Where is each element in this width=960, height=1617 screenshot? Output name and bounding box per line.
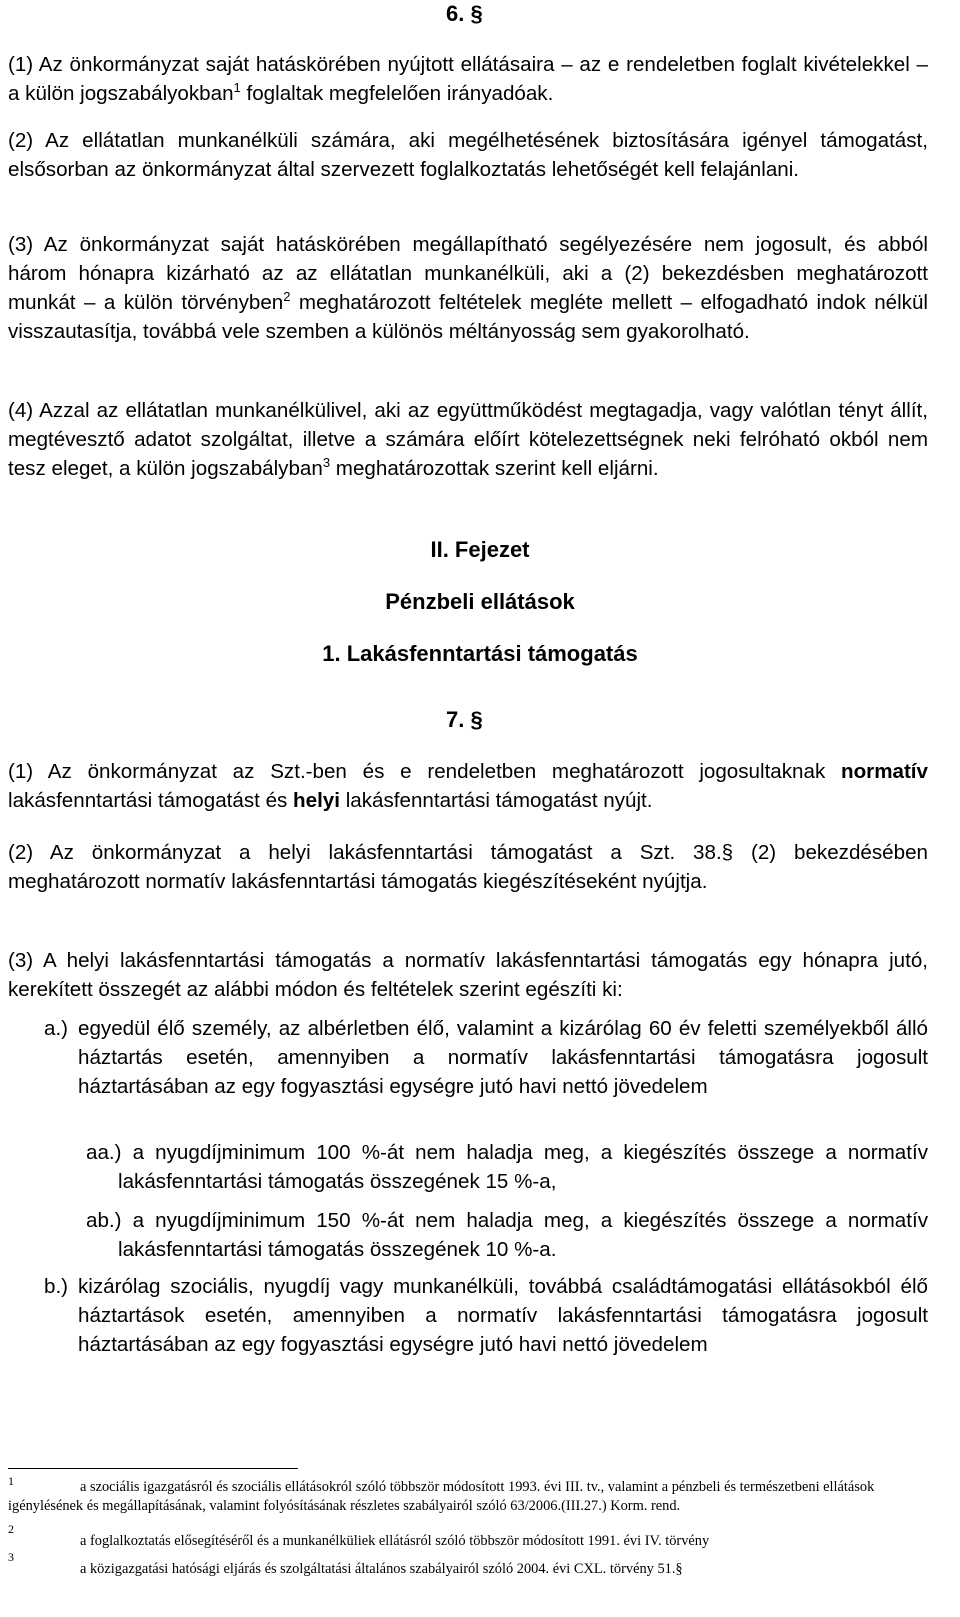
point-a-label: a.) (44, 1017, 69, 1040)
section-6-heading (446, 0, 483, 28)
s7-paragraph-3 (8, 946, 928, 1004)
section-number: 6. (446, 1, 465, 26)
s7-p2-text: (2) Az önkormányzat a helyi lakásfenntartási támogatást a Szt. 38.§ (2) bekezdésében meghatározott normatív lakásfenntartási támogatás kiegészítéseként nyújtja. (8, 841, 928, 893)
section-number: 7. (446, 707, 465, 732)
s6-p1-text: (1) Az önkormányzat saját hatáskörében nyújtott ellátásaira – az e rendeletben foglalt kivételekkel – a külön jogszabályokban (8, 53, 928, 105)
footnote-1 (8, 1474, 928, 1516)
s6-paragraph-1 (8, 50, 928, 108)
s6-paragraph-2 (8, 126, 928, 184)
s7-paragraph-1 (8, 757, 928, 815)
footnote-separator (8, 1468, 298, 1469)
s6-p2-text: (2) Az ellátatlan munkanélküli számára, aki megélhetésének biztosítására igényel támogatást, elsősorban az önkormányzat által szervezett foglalkoztatás lehetőségét kell felajánlani. (8, 129, 928, 181)
footnote-ref-1[interactable]: 1 (233, 80, 241, 95)
s7-p1-text: (1) Az önkormányzat az Szt.-ben és e rendeletben meghatározott jogosultaknak (8, 760, 842, 783)
s6-p4-text: (4) Azzal az ellátatlan munkanélkülivel, aki az együttműködést megtagadja, vagy valótlan tényt állít, megtévesztő adatot szolgáltat, illetve a számára előírt kötelezettségnek neki felróható okból nem tesz eleget, a külön jogszabályban (8, 399, 928, 480)
s7-point-aa (86, 1138, 928, 1196)
footnote-1-number: 1 (8, 1474, 14, 1488)
s6-p3-text-end: meghatározott feltételek megléte mellett – elfogadható indok nélkül visszautasítja, továbbá vele szemben a különös méltányosság sem gyakorolható. (8, 291, 929, 343)
section-sign: § (470, 1, 483, 26)
chapter-subtitle: Pénzbeli ellátások (385, 589, 575, 614)
s7-point-b (44, 1272, 928, 1359)
footnote-2-text: a foglalkoztatás elősegítéséről és a munkanélküliek ellátásról szóló többször módosított 1991. évi IV. törvény (80, 1533, 710, 1549)
footnote-3 (8, 1550, 928, 1579)
s7-p1-bold-helyi: helyi (293, 789, 340, 812)
s7-p3-text: (3) A helyi lakásfenntartási támogatás a normatív lakásfenntartási támogatás egy hónapra jutó, kerekített összegét az alábbi módon és feltételek szerint egészíti ki: (8, 949, 928, 1001)
s7-p1-bold-normativ: normatív (841, 760, 928, 783)
footnote-1-text: a szociális igazgatásról és szociális ellátásokról szóló többször módosított 1993. évi III. tv., valamint a pénzbeli és természetbeni ellátások igénylésének és megállapításának, valamint folyósításának részletes szabályairól szóló 63/2006.(III.27.) Korm. rend. (8, 1479, 875, 1514)
s6-paragraph-4 (8, 396, 928, 483)
section-sign: § (470, 707, 483, 732)
point-ab-text: ab.) a nyugdíjminimum 150 %-át nem haladja meg, a kiegészítés összege a normatív lakásfenntartási támogatás összegének 10 %-a. (86, 1209, 928, 1261)
footnote-2-number: 2 (8, 1522, 14, 1536)
s6-paragraph-3 (8, 230, 928, 346)
footnote-ref-2[interactable]: 2 (283, 289, 291, 304)
footnote-ref-3[interactable]: 3 (322, 455, 331, 470)
point-b-text: kizárólag szociális, nyugdíj vagy munkanélküli, továbbá családtámogatási ellátásokból élő háztartások esetén, amennyiben a normatív lakásfenntartási támogatásra jogosult háztartásában az egy fogyasztási egységre jutó havi nettó jövedelem (78, 1275, 928, 1356)
s7-p1-text-mid: lakásfenntartási támogatást és (8, 789, 294, 812)
s7-p1-text-end: lakásfenntartási támogatást nyújt. (339, 789, 653, 812)
s7-point-ab (86, 1206, 928, 1264)
s7-point-a (44, 1014, 928, 1101)
point-aa-text: aa.) a nyugdíjminimum 100 %-át nem haladja meg, a kiegészítés összege a normatív lakásfenntartási támogatás összegének 15 %-a, (86, 1141, 928, 1193)
footnote-2 (8, 1522, 928, 1551)
footnote-3-number: 3 (8, 1550, 14, 1564)
section-7-heading (446, 706, 483, 734)
section-title: 1. Lakásfenntartási támogatás (322, 641, 638, 666)
point-a-text: egyedül élő személy, az albérletben élő, valamint a kizárólag 60 év feletti személyekből álló háztartás esetén, amennyiben a normatív lakásfenntartási támogatásra jogosult háztartásában az egy fogyasztási egységre jutó havi nettó jövedelem (78, 1017, 928, 1098)
footnote-3-text: a közigazgatási hatósági eljárás és szolgáltatási általános szabályairól szóló 2004. évi CXL. törvény 51.§ (80, 1561, 683, 1577)
s7-paragraph-2 (8, 838, 928, 896)
point-b-label: b.) (44, 1275, 69, 1298)
s6-p3-text: (3) Az önkormányzat saját hatáskörében megállapítható segélyezésére nem jogosult, és abból három hónapra kizárható az az ellátatlan munkanélküli, aki a (2) bekezdésben meghatározott munkát – a külön törvényben (8, 233, 928, 314)
s6-p1-text-end: foglaltak megfelelően irányadóak. (240, 82, 554, 105)
chapter-title: II. Fejezet (430, 537, 530, 562)
s6-p4-text-end: meghatározottak szerint kell eljárni. (330, 457, 659, 480)
